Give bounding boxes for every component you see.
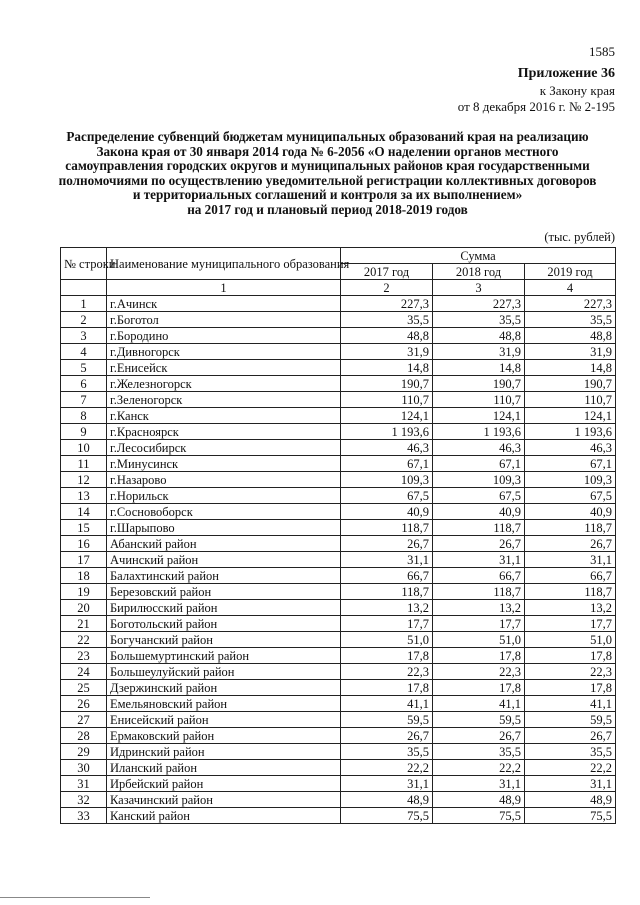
amount-2018-cell: 110,7 <box>433 392 525 408</box>
amount-2017-cell: 109,3 <box>341 472 433 488</box>
amount-2018-cell: 17,8 <box>433 648 525 664</box>
amount-2019-cell: 35,5 <box>525 312 616 328</box>
amount-2018-cell: 109,3 <box>433 472 525 488</box>
municipality-name-cell: г.Назарово <box>107 472 341 488</box>
table-row <box>61 568 616 584</box>
amount-2018-cell: 35,5 <box>433 312 525 328</box>
row-number-cell: 28 <box>61 728 107 744</box>
municipality-name-cell: г.Зеленогорск <box>107 392 341 408</box>
table-row <box>61 296 616 312</box>
amount-2018-cell: 67,5 <box>433 488 525 504</box>
amount-2017-cell: 118,7 <box>341 520 433 536</box>
table-row <box>61 392 616 408</box>
page-number: 1585 <box>589 44 615 59</box>
table-row <box>61 536 616 552</box>
amount-2017-cell: 1 193,6 <box>341 424 433 440</box>
amount-2017-cell: 40,9 <box>341 504 433 520</box>
table-row <box>61 440 616 456</box>
row-number-cell: 17 <box>61 552 107 568</box>
row-number-cell: 21 <box>61 616 107 632</box>
header-municipality: Наименование муниципального образования <box>107 248 341 280</box>
amount-2017-cell: 22,2 <box>341 760 433 776</box>
table-row <box>61 456 616 472</box>
amount-2018-cell: 190,7 <box>433 376 525 392</box>
amount-2018-cell: 51,0 <box>433 632 525 648</box>
amount-2017-cell: 190,7 <box>341 376 433 392</box>
title-line: Закона края от 30 января 2014 года № 6-2056 «О наделении органов местного <box>96 143 559 159</box>
row-number-cell: 16 <box>61 536 107 552</box>
amount-2019-cell: 75,5 <box>525 808 616 824</box>
row-number-cell: 2 <box>61 312 107 328</box>
row-number-cell: 18 <box>61 568 107 584</box>
amount-2017-cell: 227,3 <box>341 296 433 312</box>
amount-2019-cell: 26,7 <box>525 536 616 552</box>
amount-2019-cell: 46,3 <box>525 440 616 456</box>
municipality-name-cell: Идринский район <box>107 744 341 760</box>
table-row <box>61 408 616 424</box>
row-number-cell: 5 <box>61 360 107 376</box>
municipality-name-cell: Канский район <box>107 808 341 824</box>
amount-2019-cell: 109,3 <box>525 472 616 488</box>
row-number-cell: 9 <box>61 424 107 440</box>
municipality-name-cell: Иланский район <box>107 760 341 776</box>
table-row <box>61 424 616 440</box>
table-row <box>61 808 616 824</box>
municipality-name-cell: г.Енисейск <box>107 360 341 376</box>
amount-2018-cell: 75,5 <box>433 808 525 824</box>
header-year-2018: 2018 год <box>433 264 525 280</box>
table-row <box>61 664 616 680</box>
amount-2018-cell: 46,3 <box>433 440 525 456</box>
row-number-cell: 11 <box>61 456 107 472</box>
table-row <box>61 328 616 344</box>
table-row <box>61 792 616 808</box>
amount-2017-cell: 31,1 <box>341 552 433 568</box>
amount-2018-cell: 31,1 <box>433 552 525 568</box>
amount-2018-cell: 26,7 <box>433 728 525 744</box>
amount-2019-cell: 35,5 <box>525 744 616 760</box>
appendix-law-line: к Закону края <box>539 82 615 98</box>
index-cell-empty <box>61 280 107 296</box>
municipality-name-cell: г.Железногорск <box>107 376 341 392</box>
municipality-name-cell: Березовский район <box>107 584 341 600</box>
table-row <box>61 616 616 632</box>
table-row <box>61 488 616 504</box>
municipality-name-cell: Балахтинский район <box>107 568 341 584</box>
title-line: на 2017 год и плановый период 2018-2019 годов <box>187 201 468 217</box>
row-number-cell: 1 <box>61 296 107 312</box>
row-number-cell: 26 <box>61 696 107 712</box>
title-line: и территориальных соглашений и контроля за их выполнением» <box>132 187 523 203</box>
amount-2017-cell: 110,7 <box>341 392 433 408</box>
amount-2018-cell: 66,7 <box>433 568 525 584</box>
amount-2017-cell: 35,5 <box>341 312 433 328</box>
amount-2017-cell: 48,8 <box>341 328 433 344</box>
table-row <box>61 632 616 648</box>
amount-2018-cell: 31,1 <box>433 776 525 792</box>
amount-2018-cell: 118,7 <box>433 584 525 600</box>
amount-2019-cell: 227,3 <box>525 296 616 312</box>
appendix-date-line: от 8 декабря 2016 г. № 2-195 <box>457 99 615 114</box>
amount-2019-cell: 31,1 <box>525 552 616 568</box>
amount-2019-cell: 118,7 <box>525 520 616 536</box>
municipality-name-cell: г.Ачинск <box>107 296 341 312</box>
amount-2019-cell: 31,1 <box>525 776 616 792</box>
amount-2018-cell: 40,9 <box>433 504 525 520</box>
row-number-cell: 25 <box>61 680 107 696</box>
amount-2018-cell: 41,1 <box>433 696 525 712</box>
row-number-cell: 20 <box>61 600 107 616</box>
amount-2018-cell: 124,1 <box>433 408 525 424</box>
amount-2017-cell: 35,5 <box>341 744 433 760</box>
municipality-name-cell: Ермаковский район <box>107 728 341 744</box>
index-cell: 3 <box>433 280 525 296</box>
amount-2019-cell: 40,9 <box>525 504 616 520</box>
amount-2017-cell: 67,1 <box>341 456 433 472</box>
municipality-name-cell: Казачинский район <box>107 792 341 808</box>
document-title <box>55 130 600 218</box>
amount-2017-cell: 67,5 <box>341 488 433 504</box>
row-number-cell: 33 <box>61 808 107 824</box>
municipality-name-cell: г.Дивногорск <box>107 344 341 360</box>
amount-2019-cell: 22,3 <box>525 664 616 680</box>
municipality-name-cell: г.Норильск <box>107 488 341 504</box>
row-number-cell: 15 <box>61 520 107 536</box>
row-number-cell: 23 <box>61 648 107 664</box>
row-number-cell: 14 <box>61 504 107 520</box>
title-line: самоуправления городских округов и муниципальных районов края государственными <box>65 158 590 174</box>
amount-2019-cell: 26,7 <box>525 728 616 744</box>
index-cell: 1 <box>107 280 341 296</box>
amount-2017-cell: 22,3 <box>341 664 433 680</box>
municipality-name-cell: г.Лесосибирск <box>107 440 341 456</box>
row-number-cell: 29 <box>61 744 107 760</box>
amount-2017-cell: 17,8 <box>341 648 433 664</box>
table-row <box>61 648 616 664</box>
amount-2018-cell: 48,8 <box>433 328 525 344</box>
amount-2018-cell: 59,5 <box>433 712 525 728</box>
amount-2018-cell: 31,9 <box>433 344 525 360</box>
table-row <box>61 776 616 792</box>
amount-2017-cell: 14,8 <box>341 360 433 376</box>
table-row <box>61 376 616 392</box>
municipality-name-cell: Енисейский район <box>107 712 341 728</box>
amount-2017-cell: 51,0 <box>341 632 433 648</box>
amount-2019-cell: 13,2 <box>525 600 616 616</box>
amount-2017-cell: 124,1 <box>341 408 433 424</box>
row-number-cell: 12 <box>61 472 107 488</box>
amount-2018-cell: 227,3 <box>433 296 525 312</box>
row-number-cell: 13 <box>61 488 107 504</box>
table-row <box>61 584 616 600</box>
amount-2019-cell: 48,9 <box>525 792 616 808</box>
amount-2017-cell: 17,8 <box>341 680 433 696</box>
municipality-name-cell: г.Бородино <box>107 328 341 344</box>
municipality-name-cell: Дзержинский район <box>107 680 341 696</box>
table-row <box>61 360 616 376</box>
amount-2017-cell: 13,2 <box>341 600 433 616</box>
municipality-name-cell: г.Сосновоборск <box>107 504 341 520</box>
amount-2017-cell: 48,9 <box>341 792 433 808</box>
row-number-cell: 22 <box>61 632 107 648</box>
row-number-cell: 24 <box>61 664 107 680</box>
municipality-name-cell: Большеулуйский район <box>107 664 341 680</box>
header-year-2019: 2019 год <box>525 264 616 280</box>
title-line: Распределение субвенций бюджетам муниципальных образований края на реализацию <box>66 129 589 144</box>
amount-2017-cell: 118,7 <box>341 584 433 600</box>
amount-2018-cell: 17,7 <box>433 616 525 632</box>
footer-divider <box>0 897 150 898</box>
header-year-2017: 2017 год <box>341 264 433 280</box>
table-row <box>61 600 616 616</box>
amount-2017-cell: 17,7 <box>341 616 433 632</box>
amount-2019-cell: 110,7 <box>525 392 616 408</box>
amount-2018-cell: 14,8 <box>433 360 525 376</box>
municipality-name-cell: Ирбейский район <box>107 776 341 792</box>
row-number-cell: 4 <box>61 344 107 360</box>
municipality-name-cell: г.Красноярск <box>107 424 341 440</box>
row-number-cell: 32 <box>61 792 107 808</box>
table-header-row <box>61 248 616 264</box>
row-number-cell: 30 <box>61 760 107 776</box>
row-number-cell: 6 <box>61 376 107 392</box>
table-body <box>61 296 616 824</box>
table-row <box>61 744 616 760</box>
header-row-number: № строки <box>61 248 107 280</box>
amount-2019-cell: 17,7 <box>525 616 616 632</box>
appendix-block <box>458 66 615 116</box>
municipality-name-cell: г.Боготол <box>107 312 341 328</box>
index-cell: 2 <box>341 280 433 296</box>
table-row <box>61 728 616 744</box>
amount-2019-cell: 41,1 <box>525 696 616 712</box>
amount-2019-cell: 17,8 <box>525 648 616 664</box>
municipality-name-cell: г.Шарыпово <box>107 520 341 536</box>
municipality-name-cell: Большемуртинский район <box>107 648 341 664</box>
amount-2017-cell: 26,7 <box>341 728 433 744</box>
table-row <box>61 344 616 360</box>
row-number-cell: 27 <box>61 712 107 728</box>
amount-2019-cell: 31,9 <box>525 344 616 360</box>
amount-2019-cell: 67,5 <box>525 488 616 504</box>
municipality-name-cell: Бирилюсский район <box>107 600 341 616</box>
amount-2019-cell: 59,5 <box>525 712 616 728</box>
table-index-row <box>61 280 616 296</box>
row-number-cell: 31 <box>61 776 107 792</box>
municipality-name-cell: Ачинский район <box>107 552 341 568</box>
amount-2017-cell: 75,5 <box>341 808 433 824</box>
table-row <box>61 760 616 776</box>
row-number-cell: 10 <box>61 440 107 456</box>
amount-2019-cell: 124,1 <box>525 408 616 424</box>
amount-2017-cell: 66,7 <box>341 568 433 584</box>
table-row <box>61 520 616 536</box>
amount-2017-cell: 46,3 <box>341 440 433 456</box>
units-label: (тыс. рублей) <box>544 230 615 244</box>
amount-2017-cell: 26,7 <box>341 536 433 552</box>
municipality-name-cell: г.Минусинск <box>107 456 341 472</box>
amount-2018-cell: 13,2 <box>433 600 525 616</box>
index-cell: 4 <box>525 280 616 296</box>
amount-2019-cell: 66,7 <box>525 568 616 584</box>
table-row <box>61 696 616 712</box>
row-number-cell: 19 <box>61 584 107 600</box>
municipality-name-cell: г.Канск <box>107 408 341 424</box>
amount-2018-cell: 22,3 <box>433 664 525 680</box>
amount-2019-cell: 14,8 <box>525 360 616 376</box>
municipality-name-cell: Боготольский район <box>107 616 341 632</box>
title-line: полномочиями по осуществлению уведомительной регистрации коллективных договоров <box>58 172 597 188</box>
municipality-name-cell: Емельяновский район <box>107 696 341 712</box>
amount-2018-cell: 48,9 <box>433 792 525 808</box>
amount-2018-cell: 22,2 <box>433 760 525 776</box>
amount-2019-cell: 67,1 <box>525 456 616 472</box>
amount-2018-cell: 1 193,6 <box>433 424 525 440</box>
amount-2018-cell: 118,7 <box>433 520 525 536</box>
municipality-name-cell: Абанский район <box>107 536 341 552</box>
row-number-cell: 3 <box>61 328 107 344</box>
header-sum: Сумма <box>341 248 616 264</box>
amount-2019-cell: 1 193,6 <box>525 424 616 440</box>
amount-2017-cell: 31,9 <box>341 344 433 360</box>
amount-2017-cell: 31,1 <box>341 776 433 792</box>
amount-2019-cell: 190,7 <box>525 376 616 392</box>
table-row <box>61 712 616 728</box>
amount-2017-cell: 41,1 <box>341 696 433 712</box>
amount-2018-cell: 35,5 <box>433 744 525 760</box>
subsidy-table <box>60 247 616 824</box>
amount-2018-cell: 67,1 <box>433 456 525 472</box>
amount-2018-cell: 17,8 <box>433 680 525 696</box>
amount-2019-cell: 22,2 <box>525 760 616 776</box>
amount-2019-cell: 17,8 <box>525 680 616 696</box>
table-row <box>61 680 616 696</box>
amount-2019-cell: 51,0 <box>525 632 616 648</box>
table-row <box>61 312 616 328</box>
table-row <box>61 504 616 520</box>
row-number-cell: 7 <box>61 392 107 408</box>
amount-2019-cell: 118,7 <box>525 584 616 600</box>
amount-2017-cell: 59,5 <box>341 712 433 728</box>
row-number-cell: 8 <box>61 408 107 424</box>
amount-2018-cell: 26,7 <box>433 536 525 552</box>
appendix-title: Приложение 36 <box>517 66 615 81</box>
table-row <box>61 552 616 568</box>
table-row <box>61 472 616 488</box>
municipality-name-cell: Богучанский район <box>107 632 341 648</box>
amount-2019-cell: 48,8 <box>525 328 616 344</box>
